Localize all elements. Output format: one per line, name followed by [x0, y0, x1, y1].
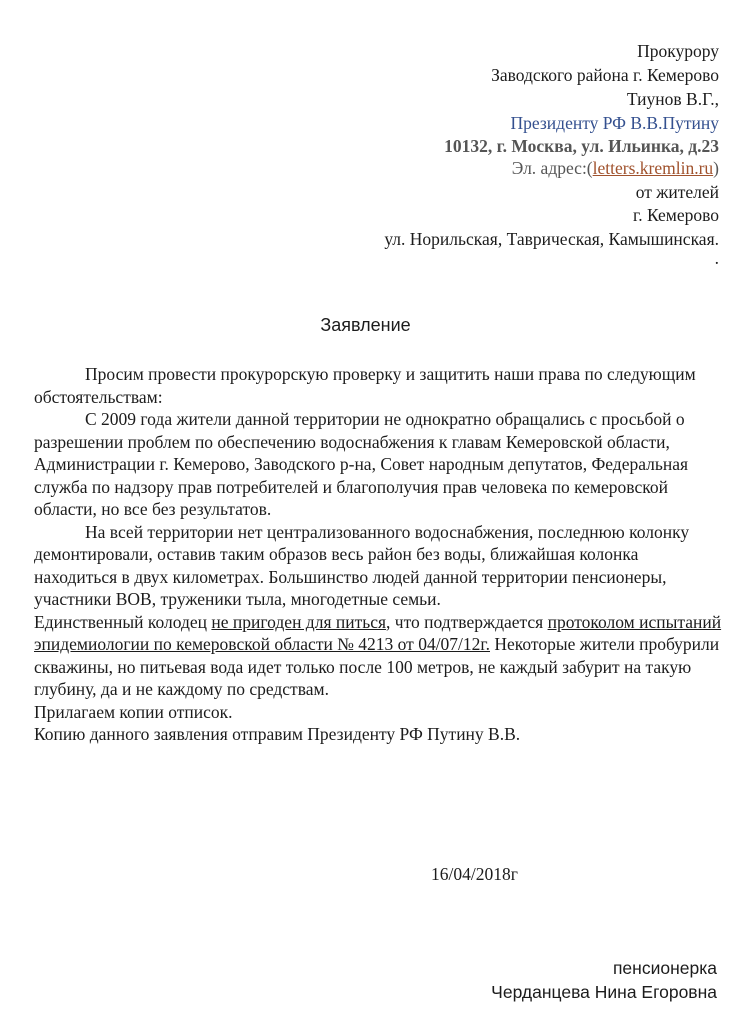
addressee-line-2: Заводского района г. Кемерово [491, 65, 719, 85]
signature-role: пенсионерка [612, 958, 717, 978]
sender-dot: . [714, 248, 719, 268]
addressee-line-3: Тиунов В.Г., [626, 89, 719, 109]
addressee-email [512, 157, 719, 180]
sender-line-1: от жителей [635, 182, 719, 202]
document-title: Заявление [320, 315, 411, 335]
well-text-unfit: не пригоден для питься [211, 611, 387, 632]
well-text-c: , что подтверждается [386, 611, 548, 632]
paragraph-well [34, 611, 724, 701]
sender-line-2: г. Кемерово [633, 205, 719, 225]
well-text-a: Единственный колодец [34, 611, 212, 632]
email-prefix: Эл. адрес:( [511, 158, 593, 178]
sender-line-3: ул. Норильская, Таврическая, Камышинская. [384, 229, 719, 249]
addressee-address: 10132, г. Москва, ул. Ильинка, д.23 [444, 136, 719, 156]
paragraph-copy: Копию данного заявления отправим Президенту РФ Путину В.В. [34, 724, 521, 744]
addressee-line-4: Президенту РФ В.В.Путину [510, 113, 719, 133]
document-body [34, 363, 724, 746]
well-text-protocol: протоколом испытаний эпидемиологии по кемеровской области № 4213 от 04/07/12г. [34, 611, 722, 654]
paragraph-request: Просим провести прокурорскую проверку и защитить наши права по следующим обстоятельствам: [34, 364, 696, 407]
paragraph-history: С 2009 года жители данной территории не однократно обращались с просьбой о разрешении проблем по обеспечению водоснабжения к главам Кемеровской области, Администрации г. Кемерово, Заводского р-на, Совет народным депутатов, Федеральная служба по надзору прав потребителей и благополучия прав человека по кемеровской области, но все без результатов. [34, 409, 689, 519]
paragraph-situation: На всей территории нет централизованного водоснабжения, последнюю колонку демонтировали, оставив таким образов весь район без воды, ближайшая колонка находиться в двух километрах. Большинство людей данной территории пенсионеры, участники ВОВ, труженики тыла, многодетные семьи. [34, 521, 690, 609]
email-suffix: ) [713, 158, 719, 178]
signature-name: Черданцева Нина Егоровна [491, 982, 717, 1002]
document-date: 16/04/2018г [431, 864, 518, 884]
paragraph-attachments: Прилагаем копии отписок. [34, 701, 233, 722]
well-text-e: Некоторые жители пробурили скважины, но питьевая вода идет только после 100 метров, не каждый забурит на такую глубину, да и не каждому по средствам. [34, 634, 720, 699]
addressee-line-1: Прокурору [637, 41, 719, 61]
email-link[interactable]: letters.kremlin.ru [592, 158, 714, 178]
